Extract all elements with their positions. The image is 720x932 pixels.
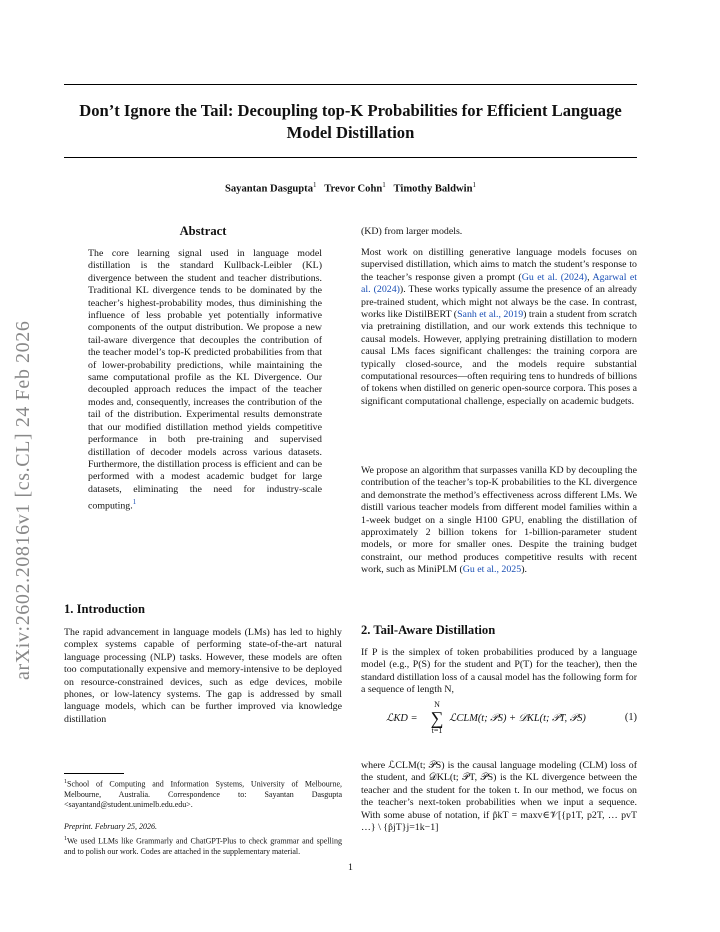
- page-number: 1: [348, 862, 353, 873]
- definition-paragraph: where ℒCLM(t; 𝒫S) is the causal language modeling (CLM) loss of the student, and 𝒟KL(t; 𝒫T, 𝒫S) is the KL divergence between the teacher and the student for the token t. In our method, we focus on the teacher’s next-token probabilities when we input a sequence. With some abuse of notation, if p̂kT = maxv∈𝒱[{p1T, p2T, … pvT …} \ {p̂jT}j=1k−1]: [361, 760, 637, 834]
- equation-rhs: ℒCLM(t; 𝒫S) + 𝒟KL(t; 𝒫T, 𝒫S): [449, 713, 586, 724]
- author-affiliation-mark: 1: [313, 181, 317, 189]
- arxiv-stamp-text: arXiv:2602.20816v1 [cs.CL] 24 Feb 2026: [12, 320, 34, 680]
- abstract-body: [88, 248, 322, 513]
- para-text: ) train a student from scratch via pretraining distillation, and our work extends this technique to causal models. However, applying pretraining distillation to modern causal LMs faces significant challenges: the training corpora are typically closed-source, and the models require substantial computational resources—often requiring tens to hundreds of billions of tokens when distilled on generic open-source corpora. This poses a significant computational challenge, especially on academic budgets.: [361, 309, 637, 407]
- intro-paragraph: The rapid advancement in language models (LMs) has led to highly complex systems capable of performing state-of-the-art natural language processing (NLP) tasks. However, these models are often too computationally expensive and memory-intensive to be deployed on resource-constrained devices, such as edge devices, mobile phones, or low-latency systems. The gap is addressed by small language models, which can be further improved via knowledge distillation: [64, 627, 342, 725]
- citation-link[interactable]: Agarwal et al. (2024): [361, 271, 637, 296]
- para-text: ).: [521, 564, 527, 576]
- summation-symbol: N ∑ t=1: [430, 700, 444, 735]
- para-text: ). These works typically assume the presence of an already pre-trained student, which might not always be the case. In contrast, works like DistilBERT (: [361, 284, 637, 321]
- related-work-paragraph: [361, 247, 637, 408]
- equation-number: (1): [624, 712, 637, 723]
- para-text: Most work on distilling generative language models focuses on supervised distillation, which aims to match the student’s response to the teacher’s response given a prompt (: [361, 247, 637, 283]
- author-name: Trevor Cohn: [324, 183, 383, 195]
- paper-title: Don’t Ignore the Tail: Decoupling top-K Probabilities for Efficient Language Model Distillation: [79, 101, 622, 142]
- author-name: Sayantan Dasgupta: [224, 183, 313, 195]
- intro-heading: 1. Introduction: [64, 602, 145, 616]
- llm-note-text: We used LLMs like Grammarly and ChatGPT-Plus to check grammar and spelling and to polish our work. Codes are attached in the supplementary material.: [64, 836, 342, 856]
- author-list: [64, 181, 637, 195]
- para-text: We propose an algorithm that surpasses vanilla KD by decoupling the contribution of the teacher’s top-K probabilities to the KL divergence and demonstrate the method’s effectiveness across different LMs. We distill various teacher models from different model families within a 1-week budget on a single H100 GPU, enabling the distillation of approximately 2 billion tokens for 1-billion-parameter student models, or more for smaller ones. Despite the training budget constraint, our method produces competitive results with recent work, such as MiniPLM (: [361, 465, 637, 576]
- affiliation-text: School of Computing and Information Systems, University of Melbourne, Melbourne, Australia. Correspondence to: Sayantan Dasgupta <sayantand@student.unimelb.edu.edu>.: [64, 779, 342, 809]
- sum-upper-bound: N: [434, 700, 440, 709]
- footnote-affiliation: $^1$School of Computing and Information Systems, University of Melbourne, Melbourne, Australia. Correspondence to: Sayantan Dasgupta <sayantand@student.unimelb.edu.edu>.: [64, 779, 342, 809]
- author-affiliation-mark: 1: [382, 181, 386, 189]
- citation-link[interactable]: Gu et al., 2025: [462, 564, 522, 576]
- footnote-rule: [64, 773, 124, 774]
- footnote-link[interactable]: 1: [132, 498, 137, 507]
- title-top-rule: [64, 84, 637, 85]
- citation-link[interactable]: Sanh et al., 2019: [457, 309, 524, 321]
- sum-lower-bound: t=1: [431, 726, 443, 735]
- equation-lhs: ℒKD =: [386, 713, 418, 724]
- abstract-heading: Abstract: [179, 224, 227, 238]
- section2-heading: 2. Tail-Aware Distillation: [361, 623, 496, 637]
- preprint-note: Preprint. February 25, 2026.: [64, 822, 158, 831]
- footnote-llm: $^1$We used LLMs like Grammarly and ChatGPT-Plus to check grammar and spelling and to polish our work. Codes are attached in the supplementary material.: [64, 836, 342, 856]
- author-name: Timothy Baldwin: [393, 183, 473, 195]
- author-affiliation-mark: 1: [472, 181, 477, 189]
- para-text: ,: [587, 271, 593, 283]
- abstract-text: The core learning signal used in language model distillation is the standard Kullback-Leibler (KL) divergence between the student and teacher distributions. Traditional KL divergence tends to be dominated by the teacher’s highest-probability modes, thus diminishing the influence of less probable yet potentially informative components of the output distribution. We propose a new tail-aware divergence that decouples the contribution of the teacher model’s top-K predicted probabilities from that of lower-probability predictions, while maintaining the same computational profile as the KL Divergence. Our decoupled approach reduces the impact of the teacher modes and, consequently, increases the contribution of the tail of the distribution. Experimental results demonstrate that our modified distillation method yields competitive performance in both pre-training and supervised distillation of decoder models across various datasets. Furthermore, the distillation process is efficient and can be performed with a modest academic budget for large datasets, eliminating the need for industry-scale computing.: [88, 248, 322, 512]
- citation-link[interactable]: Gu et al. (2024): [521, 271, 588, 283]
- title-bottom-rule: [64, 157, 637, 158]
- proposal-paragraph: [361, 465, 637, 577]
- section2-paragraph: If P is the simplex of token probabilities produced by a language model (e.g., P(S) for the student and P(T) for the teacher), then the standard distillation loss of a causal model has the following form for a sequence of length N,: [361, 647, 637, 696]
- kd-continuation: (KD) from larger models.: [361, 226, 463, 237]
- equation-1: [361, 700, 637, 736]
